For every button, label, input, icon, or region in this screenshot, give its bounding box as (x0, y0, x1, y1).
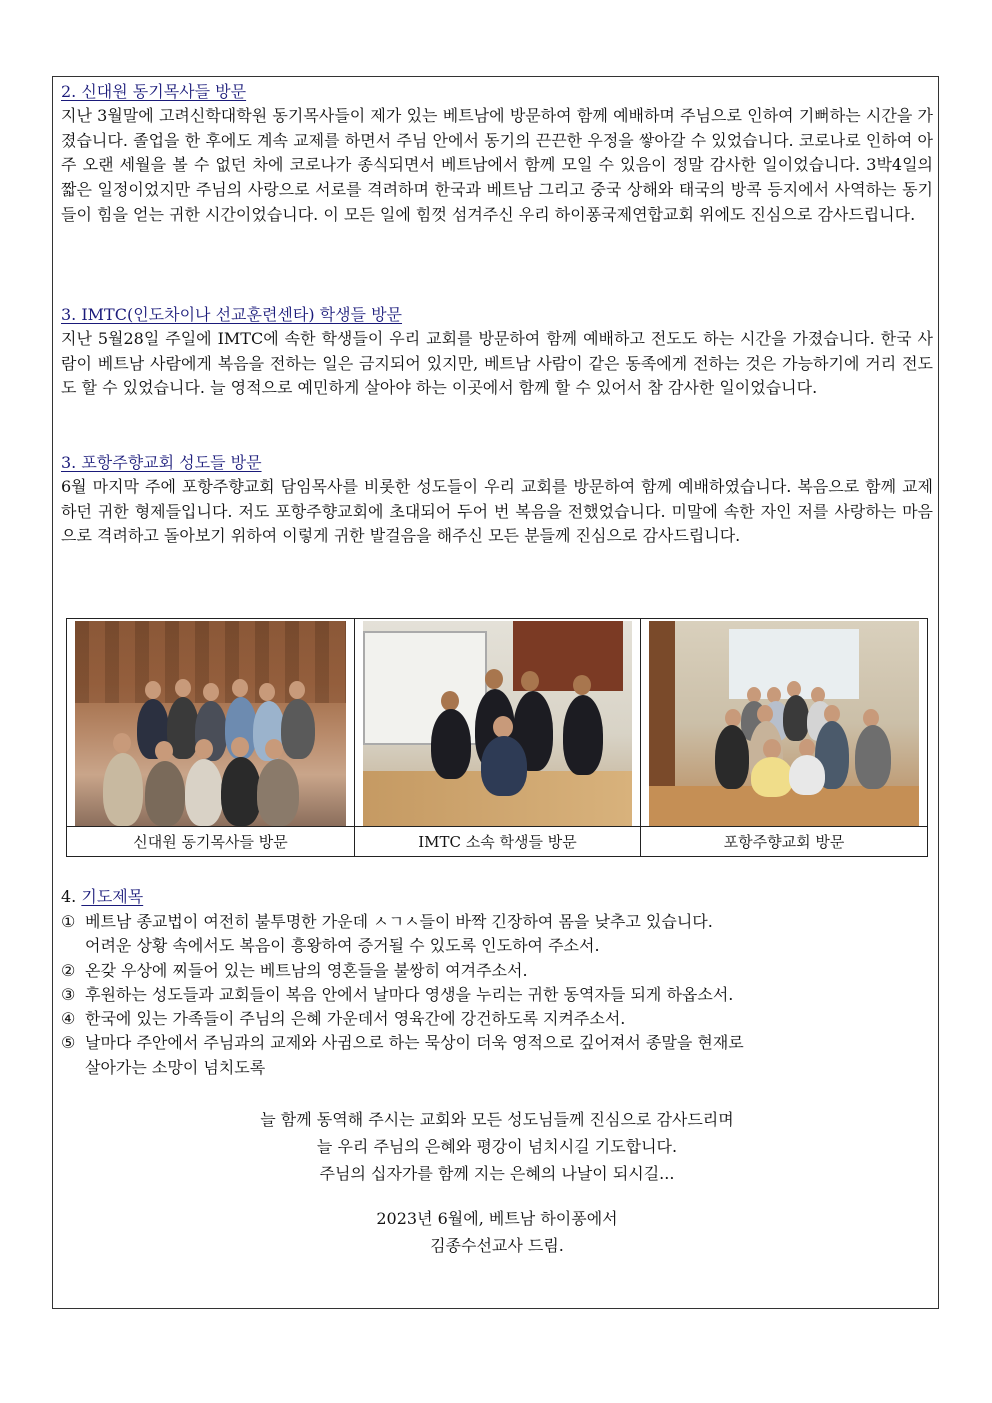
photo-cell (67, 619, 355, 856)
section-imtc-visit (61, 303, 933, 401)
list-item: ⑤ 날마다 주안에서 주님과의 교제와 사귐으로 하는 묵상이 더욱 영적으로 깊어져서 종말을 현재로 살아가는 소망이 넘치도록 (61, 1033, 744, 1077)
section-body: 지난 3월말에 고려신학대학원 동기목사들이 제가 있는 베트남에 방문하여 함께 예배하며 주님으로 인하여 기뻐하는 시간을 가졌습니다. 졸업을 한 후에도 계속 교제를 하면서 주님 안에서 동기의 끈끈한 우정을 쌓아갈 수 있었습니다. 코로나로 인하여 아주 오랜 세월을 볼 수 없던 차에 코로나가 종식되면서 베트남에서 함께 모일 수 있음이 정말 감사한 일이었습니다. 3박4일의 짧은 일정이었지만 주님의 사랑으로 서로를 격려하며 한국과 베트남 그리고 중국 상해와 태국의 방콕 등지에서 사역하는 동기들이 힘을 얻는 귀한 시간이었습니다. 이 모든 일에 힘껏 섬겨주신 우리 하이퐁국제연합교회 위에도 진심으로 감사드립니다. (61, 106, 933, 224)
photo-caption: IMTC 소속 학생들 방문 (355, 826, 640, 856)
list-item: ② 온갖 우상에 찌들어 있는 베트남의 영혼들을 불쌍히 여겨주소서. (61, 960, 528, 980)
section-seminary-visit (61, 80, 933, 228)
section-heading: 3. IMTC(인도차이나 선교훈련센타) 학생들 방문 (61, 305, 403, 324)
pohang-church-photo (649, 621, 919, 826)
section-body: 지난 5월28일 주일에 IMTC에 속한 학생들이 우리 교회를 방문하여 함께 예배하고 전도도 하는 시간을 가졌습니다. 한국 사람이 베트남 사람에게 복음을 전하는 일은 금지되어 있지만, 베트남 사람이 같은 동족에게 전하는 것은 가능하기에 거리 전도도 할 수 있었습니다. 늘 영적으로 예민하게 살아야 하는 이곳에서 함께 할 수 있어서 참 감사한 일이었습니다. (61, 329, 933, 398)
section-heading: 2. 신대원 동기목사들 방문 (61, 82, 247, 101)
signature-block (61, 1205, 933, 1259)
photo-caption: 포항주향교회 방문 (641, 826, 927, 856)
list-item: ④ 한국에 있는 가족들이 주님의 은혜 가운데서 영육간에 강건하도록 지켜주소서. (61, 1009, 626, 1029)
list-item: ③ 후원하는 성도들과 교회들이 복음 안에서 날마다 영생을 누리는 귀한 동역자들 되게 하옵소서. (61, 984, 734, 1004)
photo-table (66, 618, 928, 857)
imtc-students-photo (363, 621, 632, 826)
section-heading: 3. 포항주향교회 성도들 방문 (61, 453, 262, 472)
signature: 김종수선교사 드림. (430, 1236, 564, 1255)
seminary-group-photo (75, 621, 346, 826)
photo-cell (641, 619, 927, 856)
prayer-list (61, 910, 933, 1080)
photo-caption: 신대원 동기목사들 방문 (67, 826, 354, 856)
closing-message: 늘 함께 동역해 주시는 교회와 모든 성도님들께 진심으로 감사드리며 늘 우리 주님의 은혜와 평강이 넘치시길 기도합니다. 주님의 십자가를 함께 지는 은혜의 나날이 되시길... (260, 1110, 734, 1183)
photo-cell (355, 619, 641, 856)
section-pohang-visit (61, 451, 933, 549)
date-line: 2023년 6월에, 베트남 하이퐁에서 (376, 1209, 618, 1228)
prayer-heading: 4. 기도제목 (61, 887, 144, 906)
section-body: 6월 마지막 주에 포항주향교회 담임목사를 비롯한 성도들이 우리 교회를 방문하여 함께 예배하였습니다. 복음으로 함께 교제하던 귀한 형제들입니다. 저도 포항주향교회에 초대되어 두어 번 복음을 전했었습니다. 미말에 속한 자인 저를 사랑하는 마음으로 격려하고 돌아보기 위하여 이렇게 귀한 발걸음을 해주신 모든 분들께 진심으로 감사드립니다. (61, 477, 933, 546)
section-prayer-requests (61, 885, 933, 1080)
list-item: ① 베트남 종교법이 여전히 불투명한 가운데 ㅅㄱㅅ들이 바짝 긴장하여 몸을 낮추고 있습니다. 어려운 상황 속에서도 복음이 흥왕하여 증거될 수 있도록 인도하여 주소서. (61, 912, 713, 956)
